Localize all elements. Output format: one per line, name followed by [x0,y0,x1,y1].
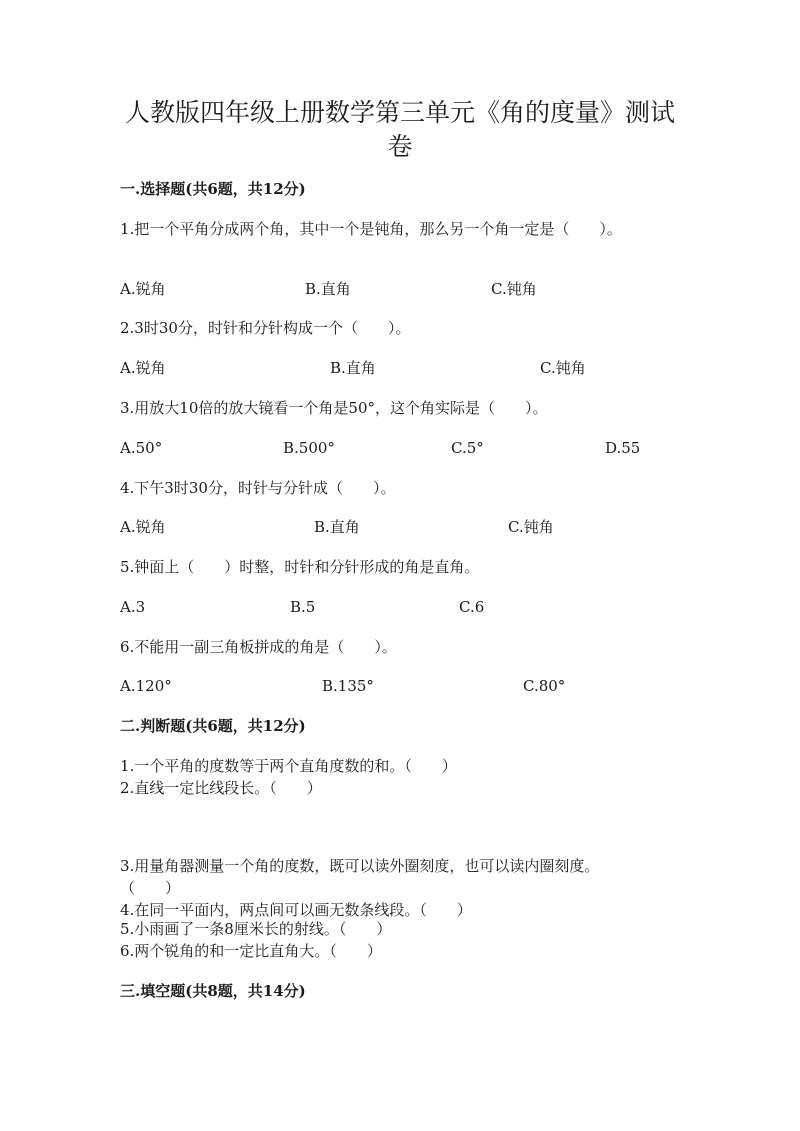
question-stem: 6.不能用一副三角板拼成的角是（ ）。 [120,638,397,656]
question-option: B.5 [290,598,316,616]
question-option: C.5° [451,439,484,457]
question-option: B.500° [283,439,335,457]
question-option: A.锐角 [120,280,166,298]
judge-question: 6.两个锐角的和一定比直角大。（ ） [120,942,382,960]
question-stem: 1.把一个平角分成两个角，其中一个是钝角，那么另一个角一定是（ ）。 [120,220,622,238]
judge-question: 2.直线一定比线段长。（ ） [120,779,322,797]
section-heading-choice: 一.选择题(共6题，共12分) [120,180,306,198]
section-heading-judge: 二.判断题(共6题，共12分) [120,717,306,735]
question-option: A.50° [120,439,163,457]
judge-question: 4.在同一平面内，两点间可以画无数条线段。（ ） [120,901,472,919]
question-option: A.锐角 [120,518,166,536]
question-option: B.直角 [314,518,360,536]
judge-question-bracket: （ ） [120,879,181,897]
question-option: C.6 [459,598,485,616]
judge-question: 5.小雨画了一条8厘米长的射线。（ ） [120,920,392,938]
question-option: D.55 [605,439,641,457]
question-stem: 3.用放大10倍的放大镜看一个角是50°，这个角实际是（ ）。 [120,399,548,417]
section-heading-fill: 三.填空题(共8题，共14分) [120,982,306,1000]
question-option: C.钝角 [491,280,537,298]
question-option: B.135° [322,677,374,695]
question-option: A.120° [120,677,172,695]
question-option: C.钝角 [508,518,554,536]
page-title: 人教版四年级上册数学第三单元《角的度量》测试卷 [124,98,675,161]
judge-question: 1.一个平角的度数等于两个直角度数的和。（ ） [120,757,457,775]
question-stem: 5.钟面上（ ）时整，时针和分针形成的角是直角。 [120,558,480,576]
judge-question: 3.用量角器测量一个角的度数，既可以读外圈刻度，也可以读内圈刻度。 [120,857,600,875]
question-option: B.直角 [330,359,376,377]
question-stem: 2.3时30分，时针和分针构成一个（ ）。 [120,319,411,337]
question-option: A.3 [120,598,146,616]
question-option: B.直角 [305,280,351,298]
question-option: C.钝角 [540,359,586,377]
question-option: C.80° [523,677,566,695]
question-option: A.锐角 [120,359,166,377]
question-stem: 4.下午3时30分，时针与分针成（ ）。 [120,479,396,497]
